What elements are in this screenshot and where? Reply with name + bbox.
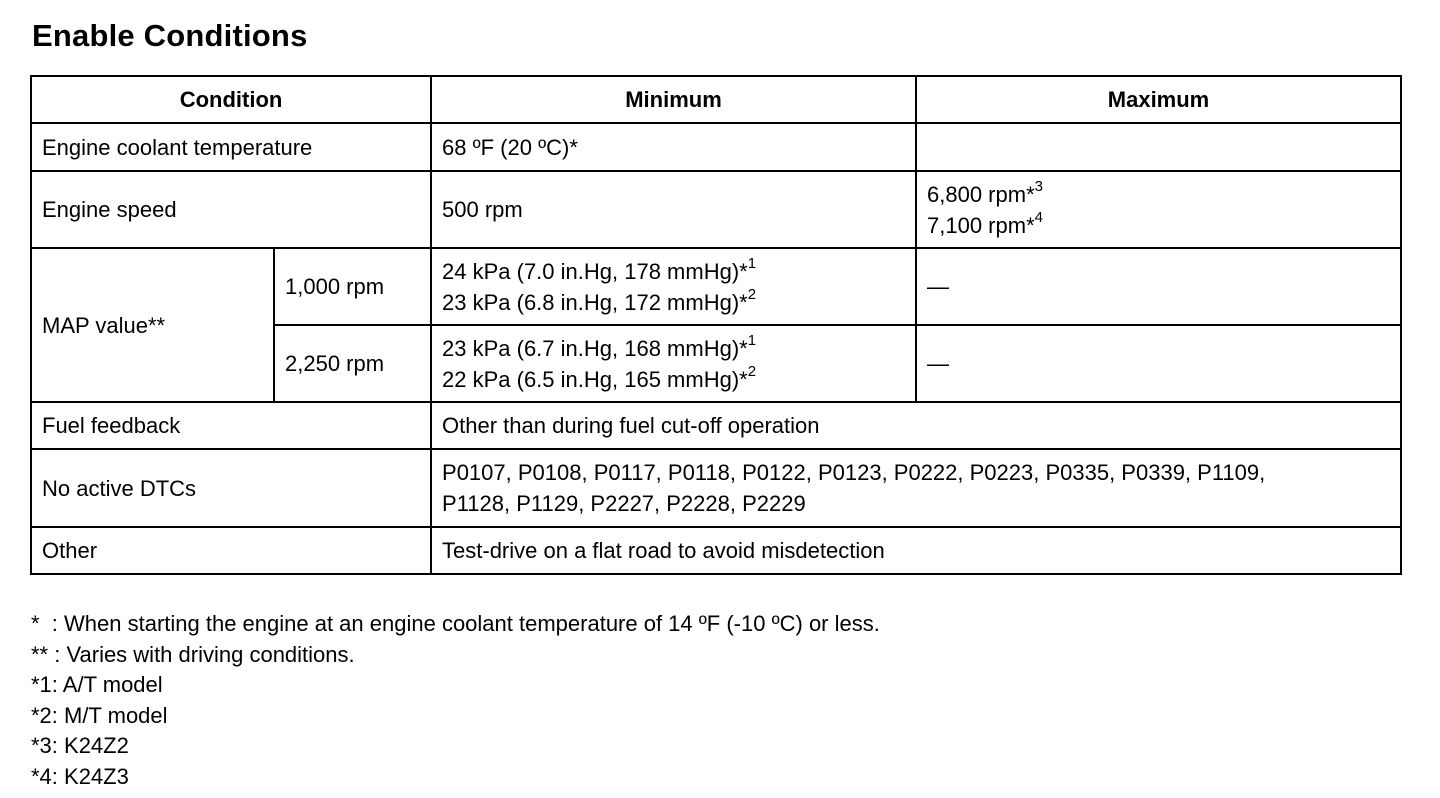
cell-speed-maximum [916,171,1401,248]
footnote-4: *4: K24Z3 [31,763,129,789]
dtc-line-2: P1128, P1129, P2227, P2228, P2229 [442,491,806,516]
footnote-ref-1: 1 [747,255,757,273]
cell-speed-minimum: 500 rpm [431,171,916,248]
enable-conditions-table [30,75,1402,575]
footnote-2: *2: M/T model [31,702,168,728]
cell-map-2250-minimum [431,325,916,402]
footnote-ref-3: 3 [1034,178,1043,196]
footnote-ref-1: 1 [747,332,757,350]
header-maximum: Maximum [916,76,1401,123]
table-row-fuel [31,402,1401,449]
speed-max-line-1 [927,179,1400,210]
table-row-other [31,527,1401,574]
footnote-1: *1: A/T model [31,672,163,697]
table-row-coolant [31,123,1401,171]
cell-coolant-maximum [916,123,1401,171]
map-2250-min-line-2 [442,364,915,395]
footnote-double-asterisk: ** : Varies with driving conditions. [31,641,355,667]
cell-speed-condition: Engine speed [31,171,431,248]
footnote-ref-2: 2 [747,286,757,304]
map-1000-min-line-1 [442,256,915,287]
cell-map-condition: MAP value** [31,248,274,402]
footnotes [31,609,880,792]
cell-dtc-condition: No active DTCs [31,449,431,527]
cell-other-value: Test-drive on a flat road to avoid misdetection [431,527,1401,574]
map-2250-min-value-2: 22 kPa (6.5 in.Hg, 165 mmHg)* [442,366,748,392]
header-condition: Condition [31,76,431,123]
table-header-row [31,76,1401,123]
speed-max-line-2 [927,210,1400,241]
map-1000-min-line-2 [442,287,915,318]
footnote-ref-2: 2 [747,363,757,381]
cell-dtc-value [431,449,1401,527]
cell-other-condition: Other [31,527,431,574]
cell-coolant-minimum: 68 ºF (20 ºC)* [431,123,916,171]
dtc-line-1: P0107, P0108, P0117, P0118, P0122, P0123, P0222, P0223, P0335, P0339, P1109, [442,460,1266,485]
table-row-dtc [31,449,1401,527]
table-row-map-1000 [31,248,1401,325]
footnote-ref-4: 4 [1034,209,1043,227]
map-2250-min-value-1: 23 kPa (6.7 in.Hg, 168 mmHg)* [442,335,748,361]
footnote-3: *3: K24Z2 [31,733,129,758]
table-row-speed [31,171,1401,248]
map-1000-min-value-1: 24 kPa (7.0 in.Hg, 178 mmHg)* [442,258,748,284]
cell-map-rpm-2250: 2,250 rpm [274,325,431,402]
map-1000-min-value-2: 23 kPa (6.8 in.Hg, 172 mmHg)* [442,289,748,315]
cell-map-rpm-1000: 1,000 rpm [274,248,431,325]
cell-map-1000-maximum: — [916,248,1401,325]
page-title: Enable Conditions [32,18,308,53]
cell-coolant-condition: Engine coolant temperature [31,123,431,171]
header-minimum: Minimum [431,76,916,123]
map-2250-min-line-1 [442,333,915,364]
speed-max-value-1: 6,800 rpm* [927,181,1035,207]
cell-map-2250-maximum: — [916,325,1401,402]
footnote-asterisk: * : When starting the engine at an engine coolant temperature of 14 ºF (-10 ºC) or less. [31,611,880,636]
cell-fuel-condition: Fuel feedback [31,402,431,449]
speed-max-value-2: 7,100 rpm* [927,212,1035,238]
cell-map-1000-minimum [431,248,916,325]
cell-fuel-value: Other than during fuel cut-off operation [431,402,1401,449]
